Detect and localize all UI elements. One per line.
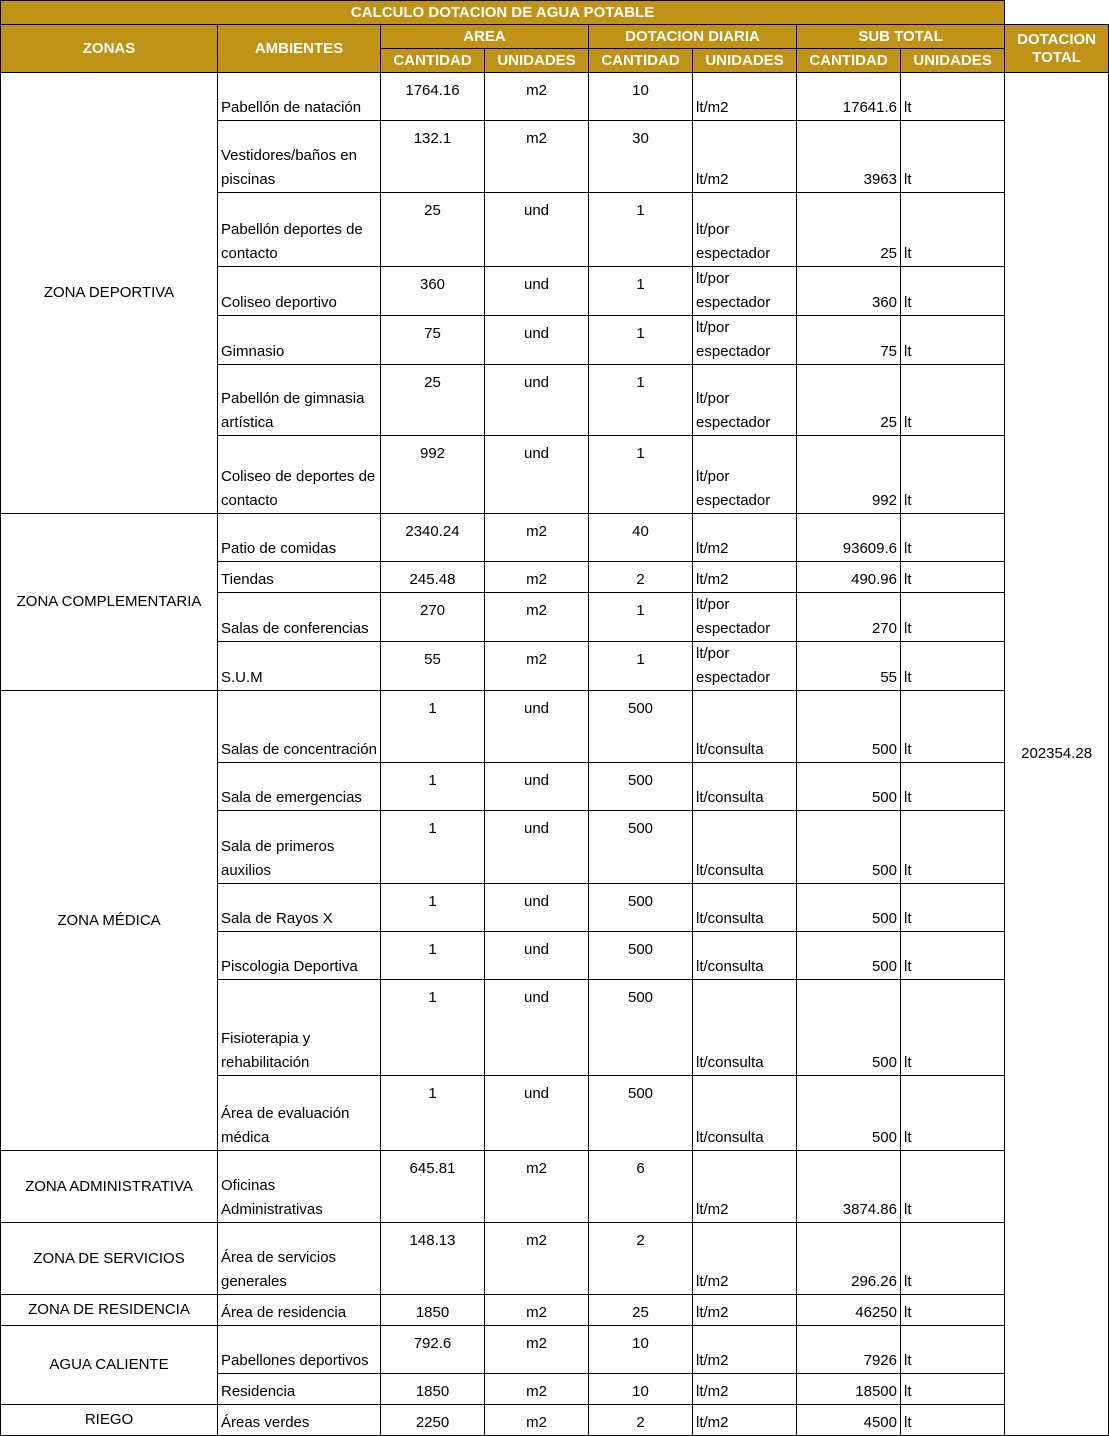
area-cantidad-cell: 75 xyxy=(381,316,485,365)
subtotal-unidades-cell: lt xyxy=(901,1223,1005,1295)
dotacion-unidades-cell: lt/consulta xyxy=(693,884,797,932)
area-unidades-cell: und xyxy=(485,980,589,1076)
subtotal-cantidad-cell: 500 xyxy=(797,1076,901,1151)
dotacion-cantidad-cell: 500 xyxy=(589,884,693,932)
header-ambientes: AMBIENTES xyxy=(218,25,381,73)
area-unidades-cell: m2 xyxy=(485,121,589,193)
subtotal-unidades-cell: lt xyxy=(901,763,1005,811)
dotacion-cantidad-cell: 1 xyxy=(589,642,693,691)
dotacion-cantidad-cell: 500 xyxy=(589,691,693,763)
dotacion-unidades-cell: lt/m2 xyxy=(693,1374,797,1405)
ambiente-cell: Sala de Rayos X xyxy=(218,884,381,932)
dotacion-unidades-cell: lt/por espectador xyxy=(693,642,797,691)
dotacion-unidades-cell: lt/por espectador xyxy=(693,267,797,316)
area-unidades-cell: m2 xyxy=(485,1223,589,1295)
dotacion-cantidad-cell: 1 xyxy=(589,593,693,642)
area-cantidad-cell: 360 xyxy=(381,267,485,316)
header-dotacion-total: DOTACION TOTAL xyxy=(1005,25,1109,73)
subtotal-cantidad-cell: 3874.86 xyxy=(797,1151,901,1223)
subtotal-unidades-cell: lt xyxy=(901,193,1005,267)
subtotal-unidades-cell: lt xyxy=(901,1374,1005,1405)
dotacion-cantidad-cell: 10 xyxy=(589,73,693,121)
table-row xyxy=(1,1326,1109,1374)
subtotal-cantidad-cell: 500 xyxy=(797,884,901,932)
ambiente-cell: Área de servicios generales xyxy=(218,1223,381,1295)
area-unidades-cell: m2 xyxy=(485,1295,589,1326)
subtotal-cantidad-cell: 270 xyxy=(797,593,901,642)
dotacion-unidades-cell: lt/consulta xyxy=(693,811,797,884)
ambiente-cell: Coliseo deportivo xyxy=(218,267,381,316)
table-row xyxy=(1,1223,1109,1295)
area-cantidad-cell: 992 xyxy=(381,436,485,514)
ambiente-cell: Vestidores/baños en piscinas xyxy=(218,121,381,193)
dotacion-unidades-cell: lt/por espectador xyxy=(693,436,797,514)
area-unidades-cell: m2 xyxy=(485,1405,589,1436)
area-cantidad-cell: 1 xyxy=(381,884,485,932)
subtotal-cantidad-cell: 25 xyxy=(797,365,901,436)
area-unidades-cell: und xyxy=(485,267,589,316)
subtotal-cantidad-cell: 75 xyxy=(797,316,901,365)
subtotal-cantidad-cell: 93609.6 xyxy=(797,514,901,562)
dotacion-cantidad-cell: 25 xyxy=(589,1295,693,1326)
subtotal-cantidad-cell: 296.26 xyxy=(797,1223,901,1295)
area-cantidad-cell: 645.81 xyxy=(381,1151,485,1223)
ambiente-cell: Pabellón deportes de contacto xyxy=(218,193,381,267)
subtotal-cantidad-cell: 360 xyxy=(797,267,901,316)
header-subtotal-unidades: UNIDADES xyxy=(901,49,1005,73)
ambiente-cell: Residencia xyxy=(218,1374,381,1405)
dotacion-unidades-cell: lt/m2 xyxy=(693,562,797,593)
subtotal-unidades-cell: lt xyxy=(901,316,1005,365)
header-zonas: ZONAS xyxy=(1,25,218,73)
subtotal-cantidad-cell: 18500 xyxy=(797,1374,901,1405)
subtotal-unidades-cell: lt xyxy=(901,884,1005,932)
subtotal-unidades-cell: lt xyxy=(901,811,1005,884)
area-unidades-cell: und xyxy=(485,436,589,514)
ambiente-cell: Pabellones deportivos xyxy=(218,1326,381,1374)
subtotal-cantidad-cell: 992 xyxy=(797,436,901,514)
ambiente-cell: Sala de emergencias xyxy=(218,763,381,811)
dotacion-unidades-cell: lt/consulta xyxy=(693,763,797,811)
table-row xyxy=(1,1405,1109,1436)
ambiente-cell: Salas de concentración xyxy=(218,691,381,763)
dotacion-cantidad-cell: 2 xyxy=(589,1223,693,1295)
ambiente-cell: Pabellón de gimnasia artística xyxy=(218,365,381,436)
ambiente-cell: Salas de conferencias xyxy=(218,593,381,642)
subtotal-cantidad-cell: 4500 xyxy=(797,1405,901,1436)
area-cantidad-cell: 1 xyxy=(381,1076,485,1151)
table-row xyxy=(1,514,1109,562)
dotacion-unidades-cell: lt/m2 xyxy=(693,1326,797,1374)
subtotal-unidades-cell: lt xyxy=(901,267,1005,316)
zone-name: ZONA MÉDICA xyxy=(1,691,218,1151)
zone-name: ZONA DE SERVICIOS xyxy=(1,1223,218,1295)
dotacion-cantidad-cell: 500 xyxy=(589,980,693,1076)
area-cantidad-cell: 1850 xyxy=(381,1295,485,1326)
dotacion-unidades-cell: lt/consulta xyxy=(693,691,797,763)
subtotal-unidades-cell: lt xyxy=(901,121,1005,193)
table-body xyxy=(1,73,1109,1436)
area-unidades-cell: m2 xyxy=(485,73,589,121)
zone-name: RIEGO xyxy=(1,1405,218,1436)
subtotal-unidades-cell: lt xyxy=(901,562,1005,593)
dotacion-unidades-cell: lt/por espectador xyxy=(693,316,797,365)
ambiente-cell: Gimnasio xyxy=(218,316,381,365)
zone-name: ZONA DE RESIDENCIA xyxy=(1,1295,218,1326)
dotacion-cantidad-cell: 500 xyxy=(589,763,693,811)
subtotal-unidades-cell: lt xyxy=(901,436,1005,514)
area-cantidad-cell: 2340.24 xyxy=(381,514,485,562)
area-unidades-cell: m2 xyxy=(485,593,589,642)
area-unidades-cell: und xyxy=(485,316,589,365)
subtotal-cantidad-cell: 25 xyxy=(797,193,901,267)
subtotal-cantidad-cell: 7926 xyxy=(797,1326,901,1374)
area-unidades-cell: m2 xyxy=(485,1151,589,1223)
subtotal-unidades-cell: lt xyxy=(901,932,1005,980)
ambiente-cell: Tiendas xyxy=(218,562,381,593)
dotacion-cantidad-cell: 10 xyxy=(589,1374,693,1405)
dotacion-unidades-cell: lt/m2 xyxy=(693,514,797,562)
table-row xyxy=(1,1295,1109,1326)
ambiente-cell: Piscologia Deportiva xyxy=(218,932,381,980)
area-cantidad-cell: 55 xyxy=(381,642,485,691)
area-unidades-cell: und xyxy=(485,193,589,267)
area-cantidad-cell: 245.48 xyxy=(381,562,485,593)
ambiente-cell: Sala de primeros auxilios xyxy=(218,811,381,884)
area-unidades-cell: m2 xyxy=(485,514,589,562)
dotacion-unidades-cell: lt/m2 xyxy=(693,73,797,121)
header-subtotal-cantidad: CANTIDAD xyxy=(797,49,901,73)
table-title: CALCULO DOTACION DE AGUA POTABLE xyxy=(1,1,1005,25)
area-cantidad-cell: 1850 xyxy=(381,1374,485,1405)
area-unidades-cell: und xyxy=(485,763,589,811)
area-cantidad-cell: 2250 xyxy=(381,1405,485,1436)
subtotal-cantidad-cell: 46250 xyxy=(797,1295,901,1326)
dotacion-cantidad-cell: 1 xyxy=(589,267,693,316)
dotacion-unidades-cell: lt/m2 xyxy=(693,1295,797,1326)
dotacion-unidades-cell: lt/m2 xyxy=(693,1151,797,1223)
area-cantidad-cell: 132.1 xyxy=(381,121,485,193)
dotacion-cantidad-cell: 500 xyxy=(589,1076,693,1151)
area-unidades-cell: und xyxy=(485,1076,589,1151)
ambiente-cell: S.U.M xyxy=(218,642,381,691)
dotacion-cantidad-cell: 10 xyxy=(589,1326,693,1374)
zone-name: ZONA DEPORTIVA xyxy=(1,73,218,514)
dotacion-unidades-cell: lt/m2 xyxy=(693,1223,797,1295)
area-unidades-cell: m2 xyxy=(485,1326,589,1374)
subtotal-unidades-cell: lt xyxy=(901,593,1005,642)
area-unidades-cell: und xyxy=(485,932,589,980)
area-unidades-cell: und xyxy=(485,811,589,884)
area-cantidad-cell: 1 xyxy=(381,691,485,763)
ambiente-cell: Pabellón de natación xyxy=(218,73,381,121)
ambiente-cell: Área de residencia xyxy=(218,1295,381,1326)
area-unidades-cell: m2 xyxy=(485,562,589,593)
dotacion-cantidad-cell: 1 xyxy=(589,193,693,267)
dotacion-unidades-cell: lt/por espectador xyxy=(693,593,797,642)
area-cantidad-cell: 25 xyxy=(381,365,485,436)
dotacion-cantidad-cell: 40 xyxy=(589,514,693,562)
subtotal-cantidad-cell: 17641.6 xyxy=(797,73,901,121)
header-dotacion-cantidad: CANTIDAD xyxy=(589,49,693,73)
dotacion-cantidad-cell: 30 xyxy=(589,121,693,193)
table-row xyxy=(1,691,1109,763)
subtotal-unidades-cell: lt xyxy=(901,980,1005,1076)
ambiente-cell: Oficinas Administrativas xyxy=(218,1151,381,1223)
subtotal-unidades-cell: lt xyxy=(901,642,1005,691)
empty-corner xyxy=(1005,1,1109,25)
header-area-unidades: UNIDADES xyxy=(485,49,589,73)
dotacion-cantidad-cell: 1 xyxy=(589,436,693,514)
subtotal-cantidad-cell: 55 xyxy=(797,642,901,691)
area-unidades-cell: und xyxy=(485,884,589,932)
header-dotacion-unidades: UNIDADES xyxy=(693,49,797,73)
area-unidades-cell: und xyxy=(485,365,589,436)
dotacion-unidades-cell: lt/consulta xyxy=(693,980,797,1076)
area-unidades-cell: und xyxy=(485,691,589,763)
subtotal-unidades-cell: lt xyxy=(901,365,1005,436)
area-cantidad-cell: 148.13 xyxy=(381,1223,485,1295)
area-cantidad-cell: 1 xyxy=(381,811,485,884)
dotacion-cantidad-cell: 1 xyxy=(589,365,693,436)
table-row xyxy=(1,1151,1109,1223)
subtotal-cantidad-cell: 500 xyxy=(797,980,901,1076)
header-area-cantidad: CANTIDAD xyxy=(381,49,485,73)
subtotal-unidades-cell: lt xyxy=(901,1326,1005,1374)
subtotal-unidades-cell: lt xyxy=(901,1405,1005,1436)
subtotal-unidades-cell: lt xyxy=(901,514,1005,562)
ambiente-cell: Área de evaluación médica xyxy=(218,1076,381,1151)
ambiente-cell: Fisioterapia y rehabilitación xyxy=(218,980,381,1076)
ambiente-cell: Áreas verdes xyxy=(218,1405,381,1436)
dotacion-unidades-cell: lt/m2 xyxy=(693,121,797,193)
area-cantidad-cell: 25 xyxy=(381,193,485,267)
header-dotacion-diaria: DOTACION DIARIA xyxy=(589,25,797,49)
subtotal-unidades-cell: lt xyxy=(901,73,1005,121)
subtotal-unidades-cell: lt xyxy=(901,1295,1005,1326)
subtotal-unidades-cell: lt xyxy=(901,1151,1005,1223)
dotacion-cantidad-cell: 500 xyxy=(589,811,693,884)
dotacion-cantidad-cell: 2 xyxy=(589,562,693,593)
zone-name: ZONA COMPLEMENTARIA xyxy=(1,514,218,691)
subtotal-cantidad-cell: 500 xyxy=(797,811,901,884)
dotacion-unidades-cell: lt/por espectador xyxy=(693,193,797,267)
dotacion-unidades-cell: lt/consulta xyxy=(693,932,797,980)
area-cantidad-cell: 1 xyxy=(381,980,485,1076)
area-cantidad-cell: 792.6 xyxy=(381,1326,485,1374)
area-unidades-cell: m2 xyxy=(485,642,589,691)
dotacion-unidades-cell: lt/consulta xyxy=(693,1076,797,1151)
area-cantidad-cell: 1 xyxy=(381,932,485,980)
dotacion-cantidad-cell: 6 xyxy=(589,1151,693,1223)
dotacion-unidades-cell: lt/m2 xyxy=(693,1405,797,1436)
ambiente-cell: Coliseo de deportes de contacto xyxy=(218,436,381,514)
subtotal-cantidad-cell: 490.96 xyxy=(797,562,901,593)
header-sub-total: SUB TOTAL xyxy=(797,25,1005,49)
dotacion-cantidad-cell: 1 xyxy=(589,316,693,365)
subtotal-unidades-cell: lt xyxy=(901,691,1005,763)
dotacion-cantidad-cell: 2 xyxy=(589,1405,693,1436)
table-row xyxy=(1,73,1109,121)
dotacion-total-value: 202354.28 xyxy=(1005,73,1109,1436)
dotacion-cantidad-cell: 500 xyxy=(589,932,693,980)
subtotal-cantidad-cell: 500 xyxy=(797,691,901,763)
header-area: AREA xyxy=(381,25,589,49)
area-cantidad-cell: 270 xyxy=(381,593,485,642)
subtotal-unidades-cell: lt xyxy=(901,1076,1005,1151)
subtotal-cantidad-cell: 3963 xyxy=(797,121,901,193)
ambiente-cell: Patio de comidas xyxy=(218,514,381,562)
subtotal-cantidad-cell: 500 xyxy=(797,763,901,811)
area-cantidad-cell: 1 xyxy=(381,763,485,811)
subtotal-cantidad-cell: 500 xyxy=(797,932,901,980)
zone-name: ZONA ADMINISTRATIVA xyxy=(1,1151,218,1223)
area-unidades-cell: m2 xyxy=(485,1374,589,1405)
area-cantidad-cell: 1764.16 xyxy=(381,73,485,121)
zone-name: AGUA CALIENTE xyxy=(1,1326,218,1405)
dotacion-unidades-cell: lt/por espectador xyxy=(693,365,797,436)
